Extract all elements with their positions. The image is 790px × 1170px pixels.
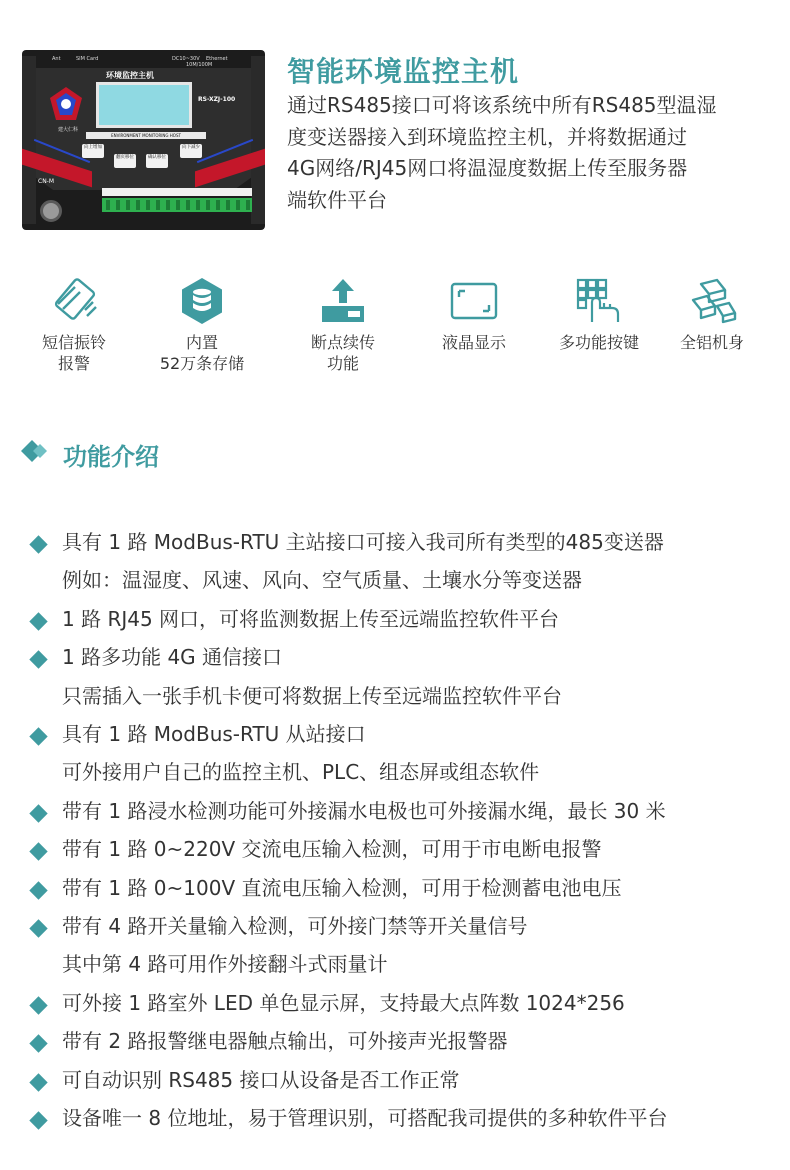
device-top-labels bbox=[38, 54, 249, 66]
feature-label: 短信振铃 bbox=[41, 333, 106, 352]
product-description-line: 度变送器接入到环境监控主机，并将数据通过 bbox=[287, 124, 687, 149]
device-model: RS-XZJ-100 bbox=[198, 96, 236, 103]
device-port-label: CN-M bbox=[38, 178, 55, 185]
bullet-diamond-icon bbox=[29, 1035, 47, 1053]
feature-label: 功能 bbox=[326, 354, 359, 373]
list-item bbox=[28, 600, 788, 638]
feature-label: 断点续传 bbox=[310, 333, 375, 352]
feature-lcd bbox=[404, 276, 544, 353]
device-strip: ENVIRONMENT MONITORING HOST bbox=[86, 132, 206, 139]
device-button-confirm: 确认移位 bbox=[146, 154, 168, 168]
product-description-line: 4G网络/RJ45网口将温湿度数据上传至服务器 bbox=[287, 156, 688, 180]
device-image bbox=[22, 50, 265, 230]
device-label-ant: Ant bbox=[52, 56, 61, 62]
bullet-diamond-icon bbox=[29, 843, 47, 861]
feature-label: 多功能按键 bbox=[558, 333, 639, 352]
device-button-up: 向上增加 bbox=[82, 144, 104, 158]
list-item-text: 1 路多功能 4G 通信接口 bbox=[62, 645, 283, 670]
keypad-icon bbox=[574, 276, 624, 326]
feature-resume-upload bbox=[273, 276, 413, 374]
bullet-diamond-icon bbox=[29, 535, 47, 553]
device-label-speed: 10M/100M bbox=[186, 62, 213, 68]
list-item-subtext: 只需插入一张手机卡便可将数据上传至远端监控软件平台 bbox=[62, 683, 562, 708]
list-item-text: 具有 1 路 ModBus-RTU 从站接口 bbox=[62, 722, 366, 747]
product-description-line: 端软件平台 bbox=[287, 187, 387, 212]
feature-label: 报警 bbox=[57, 354, 90, 373]
feature-label: 52万条存储 bbox=[159, 354, 245, 373]
list-item-subtext: 例如：温湿度、风速、风向、空气质量、土壤水分等变送器 bbox=[62, 568, 582, 593]
storage-icon bbox=[177, 276, 227, 326]
list-item-text: 带有 4 路开关量输入检测，可外接门禁等开关量信号 bbox=[62, 914, 528, 939]
device-label-ethernet: Ethernet bbox=[206, 56, 228, 62]
list-item-text: 具有 1 路 ModBus-RTU 主站接口可接入我司所有类型的485变送器 bbox=[62, 530, 664, 554]
bullet-diamond-icon bbox=[29, 651, 47, 669]
list-item-subtext: 可外接用户自己的监控主机、PLC、组态屏或组态软件 bbox=[62, 760, 540, 785]
product-description-line: 通过RS485接口可将该系统中所有RS485型温湿 bbox=[287, 93, 717, 117]
bullet-diamond-icon bbox=[29, 804, 47, 822]
product-description bbox=[287, 90, 777, 216]
bullet-diamond-icon bbox=[29, 1111, 47, 1129]
power-plug-icon bbox=[40, 200, 62, 222]
feature-label: 全铝机身 bbox=[679, 333, 744, 352]
list-item bbox=[28, 1099, 788, 1137]
list-item bbox=[28, 1061, 788, 1099]
lcd-display-icon bbox=[449, 276, 499, 326]
feature-label: 内置 bbox=[185, 333, 218, 352]
list-item bbox=[28, 907, 788, 984]
device-button-down: 向下减少 bbox=[180, 144, 202, 158]
sms-alarm-icon bbox=[49, 276, 99, 326]
list-item-text: 带有 1 路 0~220V 交流电压输入检测，可用于市电断电报警 bbox=[62, 837, 602, 862]
feature-storage bbox=[132, 276, 272, 374]
bullet-diamond-icon bbox=[29, 919, 47, 937]
feature-list bbox=[28, 523, 788, 1138]
terminal-block bbox=[102, 198, 252, 212]
bullet-diamond-icon bbox=[29, 881, 47, 899]
product-title: 智能环境监控主机 bbox=[287, 55, 520, 88]
feature-label: 液晶显示 bbox=[441, 333, 506, 352]
list-item bbox=[28, 638, 788, 715]
list-item-text: 1 路 RJ45 网口，可将监测数据上传至远端监控软件平台 bbox=[62, 606, 560, 631]
list-item-text: 设备唯一 8 位地址，易于管理识别，可搭配我司提供的多种软件平台 bbox=[62, 1106, 668, 1131]
list-item bbox=[28, 792, 788, 830]
bullet-diamond-icon bbox=[29, 1073, 47, 1091]
device-label-sim: SIM Card bbox=[76, 56, 99, 62]
list-item bbox=[28, 1022, 788, 1060]
aluminum-body-icon bbox=[687, 276, 737, 326]
upload-resume-icon bbox=[318, 276, 368, 326]
list-item-text: 带有 1 路浸水检测功能可外接漏水电极也可外接漏水绳，最长 30 米 bbox=[62, 798, 666, 823]
section-diamond-icon bbox=[20, 438, 52, 464]
list-item bbox=[28, 984, 788, 1022]
brand-logo-text: 建大仁科 bbox=[57, 127, 78, 133]
lcd-screen bbox=[96, 82, 192, 128]
bullet-diamond-icon bbox=[29, 612, 47, 630]
bullet-diamond-icon bbox=[29, 727, 47, 745]
list-item-text: 可自动识别 RS485 接口从设备是否工作正常 bbox=[62, 1067, 460, 1092]
list-item bbox=[28, 523, 788, 600]
brand-logo-icon bbox=[46, 84, 86, 124]
list-item-subtext: 其中第 4 路可用作外接翻斗式雨量计 bbox=[62, 952, 388, 977]
device-label-power: DC10~30V bbox=[172, 56, 200, 62]
list-item-text: 带有 1 路 0~100V 直流电压输入检测，可用于检测蓄电池电压 bbox=[62, 875, 622, 900]
device-button-page: 翻页移位 bbox=[114, 154, 136, 168]
list-item bbox=[28, 715, 788, 792]
feature-sms-alarm bbox=[4, 276, 144, 374]
list-item bbox=[28, 830, 788, 868]
bullet-diamond-icon bbox=[29, 996, 47, 1014]
list-item-text: 带有 2 路报警继电器触点输出，可外接声光报警器 bbox=[62, 1029, 508, 1054]
device-panel-title: 环境监控主机 bbox=[106, 71, 154, 80]
feature-aluminum-body bbox=[642, 276, 782, 353]
terminal-labels bbox=[102, 188, 252, 196]
section-title: 功能介绍 bbox=[63, 443, 159, 471]
list-item bbox=[28, 869, 788, 907]
list-item-text: 可外接 1 路室外 LED 单色显示屏，支持最大点阵数 1024*256 bbox=[62, 990, 625, 1015]
